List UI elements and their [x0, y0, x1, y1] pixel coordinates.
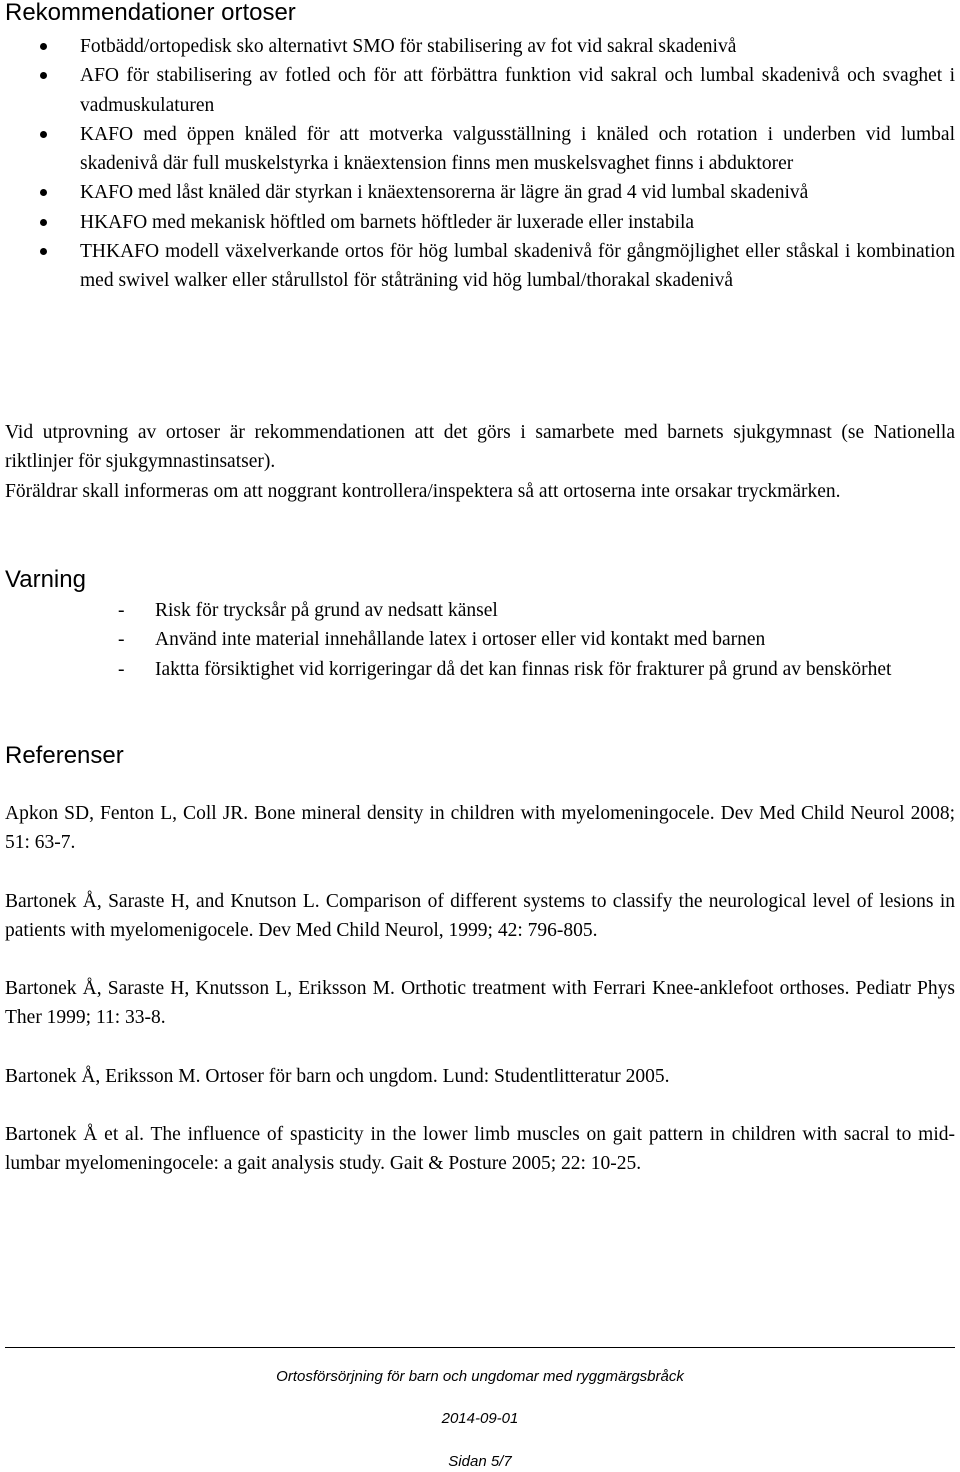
- heading-warning: Varning: [5, 566, 86, 593]
- bullet-icon: [40, 72, 47, 79]
- recommendations-list: [0, 32, 955, 296]
- footer-title: Ortosförsörjning för barn och ungdomar med ryggmärgsbråck: [276, 1368, 684, 1385]
- bullet-icon: [40, 219, 47, 226]
- list-item-text: Risk för trycksår på grund av nedsatt känsel: [155, 600, 498, 621]
- reference-item: Apkon SD, Fenton L, Coll JR. Bone mineral density in children with myelomeningocele. Dev Med Child Neurol 2008; 51: 63-7.: [5, 803, 955, 854]
- list-item-text: KAFO med låst knäled där styrkan i knäextensorerna är lägre än grad 4 vid lumbal skadenivå: [80, 182, 809, 204]
- list-item-text: KAFO med öppen knäled för att motverka valgusställning i knäled och rotation i underben vid lumbal skadenivå där full muskelstyrka i knäextension finns men muskelsvaghet finns i abduktorer: [80, 123, 955, 175]
- list-item-text: AFO för stabilisering av fotled och för att förbättra funktion vid sakral och lumbal skadenivå och svaghet i vadmuskulaturen: [80, 65, 955, 116]
- list-item: [0, 208, 955, 237]
- reference-item: Bartonek Å, Saraste H, and Knutson L. Comparison of different systems to classify the neurological level of lesions in patients with myelomenigocele. Dev Med Child Neurol, 1999; 42: 796-805.: [5, 890, 955, 941]
- list-item: [0, 625, 955, 654]
- list-item: [0, 237, 955, 296]
- dash-marker: -: [118, 629, 125, 651]
- list-item-text: HKAFO med mekanisk höftled om barnets höftleder är luxerade eller instabila: [80, 211, 695, 233]
- list-item: [0, 32, 955, 61]
- paragraph-fitting: Vid utprovning av ortoser är rekommendationen att det görs i samarbete med barnets sjukgymnast (se Nationella riktlinjer för sjukgymnastinsatser).: [5, 422, 955, 473]
- footer-date: 2014-09-01: [441, 1410, 519, 1427]
- bullet-icon: [40, 43, 47, 50]
- reference-item: Bartonek Å et al. The influence of spasticity in the lower limb muscles on gait pattern in children with sacral to mid-lumbar myelomeningocele: a gait analysis study. Gait & Posture 2005; 22: 10-25.: [5, 1124, 955, 1175]
- dash-marker: -: [118, 658, 125, 680]
- list-item: [0, 655, 955, 684]
- heading-references: Referenser: [5, 742, 124, 769]
- list-item: [0, 596, 955, 625]
- bullet-icon: [40, 189, 47, 196]
- reference-item: Bartonek Å, Eriksson M. Ortoser för barn och ungdom. Lund: Studentlitteratur 2005.: [5, 1065, 670, 1087]
- heading-recommendations: Rekommendationer ortoser: [5, 0, 296, 26]
- warning-list: [0, 596, 955, 684]
- bullet-icon: [40, 131, 47, 138]
- list-item-text: Använd inte material innehållande latex i ortoser eller vid kontakt med barnen: [155, 629, 766, 651]
- list-item: [0, 120, 955, 179]
- list-item: [0, 178, 955, 207]
- references-list: [5, 799, 955, 1208]
- list-item: [0, 61, 955, 120]
- footer-divider: [5, 1347, 955, 1348]
- reference-item: Bartonek Å, Saraste H, Knutsson L, Eriksson M. Orthotic treatment with Ferrari Knee-anklefoot orthoses. Pediatr Phys Ther 1999; 11: 33-8.: [5, 978, 955, 1029]
- list-item-text: THKAFO modell växelverkande ortos för hög lumbal skadenivå för gångmöjlighet eller ståskal i kombination med swivel walker eller stårullstol för ståträning vid hög lumbal/thorakal skadenivå: [80, 241, 955, 292]
- bullet-icon: [40, 248, 47, 255]
- footer-page-number: Sidan 5/7: [448, 1453, 512, 1470]
- paragraph-parents: Föräldrar skall informeras om att noggrant kontrollera/inspektera så att ortoserna inte orsakar tryckmärken.: [5, 481, 841, 502]
- dash-marker: -: [118, 600, 125, 621]
- list-item-text: Fotbädd/ortopedisk sko alternativt SMO för stabilisering av fot vid sakral skadenivå: [80, 36, 737, 57]
- list-item-text: Iaktta försiktighet vid korrigeringar då det kan finnas risk för frakturer på grund av benskörhet: [155, 658, 892, 680]
